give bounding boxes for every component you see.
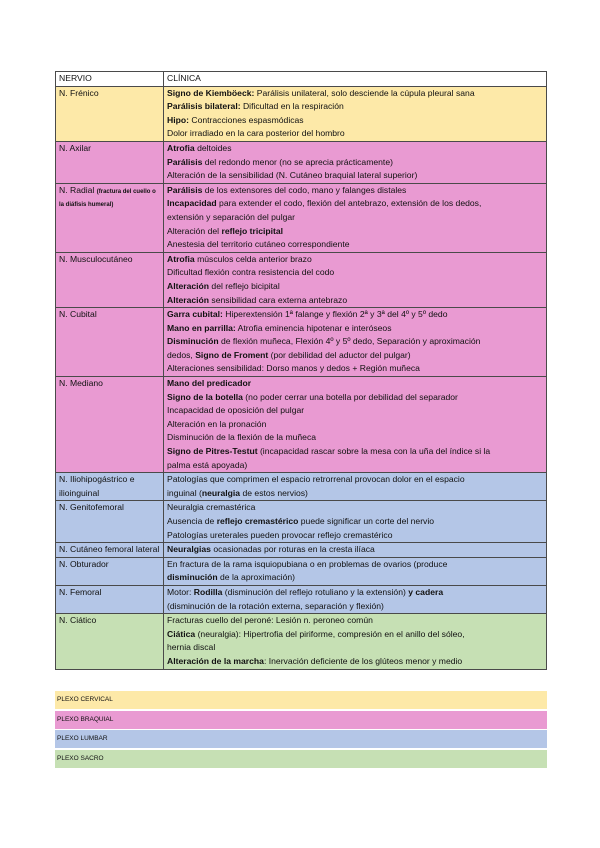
clinic-line — [167, 404, 543, 418]
clinic-line — [167, 628, 543, 642]
clinic-bold-text: Atrofia — [167, 253, 195, 264]
clinic-text: (no poder cerrar una botella por debilidad del separador — [242, 391, 458, 402]
clinic-bold-text: Parálisis bilateral: — [167, 101, 241, 112]
clinic-line — [167, 571, 543, 585]
nerve-name: N. Ciático — [59, 615, 97, 626]
clinic-text: (disminución del reflejo rotuliano y la extensión) — [222, 586, 409, 597]
clinic-cell — [164, 543, 547, 558]
clinic-line — [167, 418, 543, 432]
clinic-line — [167, 294, 543, 308]
table-row — [56, 377, 547, 473]
clinic-text: Incapacidad de oposición del pulgar — [167, 405, 305, 416]
clinic-text: Dolor irradiado en la cara posterior del hombro — [167, 128, 345, 139]
clinic-text: Dificultad flexión contra resistencia del codo — [167, 267, 335, 278]
nerve-cell — [56, 557, 164, 585]
clinic-text: Patologías que comprimen el espacio retrorrenal provocan dolor en el espacio — [167, 474, 465, 485]
nerve-cell — [56, 377, 164, 473]
clinic-text: hernia discal — [167, 642, 216, 653]
clinic-text: Ausencia de — [167, 516, 217, 526]
clinic-text: Neuralgia cremastérica — [167, 502, 256, 513]
clinic-bold-text: Atrofia — [167, 142, 195, 153]
clinic-text: Alteración en la pronación — [167, 418, 267, 429]
clinic-text: deltoides — [194, 142, 232, 153]
table-row — [56, 557, 547, 585]
nerve-cell — [56, 308, 164, 377]
clinic-bold-text: Alteración — [167, 294, 210, 305]
clinic-bold-text: Rodilla — [193, 586, 223, 597]
clinic-text: Atrofia eminencia hipotenar e interóseos — [235, 322, 392, 333]
nerve-name: N. Iliohipogástrico e ilioinguinal — [59, 474, 135, 498]
nerve-name: N. Cubital — [59, 309, 97, 320]
clinic-line — [167, 266, 543, 280]
nerve-name: N. Mediano — [59, 378, 103, 389]
clinic-text: Patologías ureterales pueden provocar reflejo cremastérico — [167, 529, 393, 540]
clinic-text: Hiperextensión 1ª falange y flexión 2ª y 3ª del 4º y 5º dedo — [222, 309, 448, 320]
clinic-text: Alteración de la sensibilidad (N. Cutáneo braquial lateral superior) — [167, 170, 418, 181]
nerve-cell — [56, 141, 164, 183]
nerve-name: N. Genitofemoral — [59, 502, 124, 513]
clinic-text: del redondo menor (no se aprecia prácticamente) — [202, 156, 393, 167]
nerve-note: (fractura del cuello o la diáfisis humeral) — [59, 188, 156, 209]
clinic-line — [167, 253, 543, 267]
clinic-line — [167, 641, 543, 655]
clinic-line — [167, 600, 543, 614]
table-header-row — [56, 72, 547, 87]
clinic-bold-text: Garra cubital: — [167, 309, 223, 320]
table-row — [56, 141, 547, 183]
clinic-bold-text: Signo de Froment — [195, 349, 269, 360]
nerve-cell — [56, 543, 164, 558]
clinic-bold-text: Parálisis — [167, 156, 203, 167]
clinic-text: dedos, — [167, 349, 196, 360]
clinic-bold-text: y cadera — [408, 586, 444, 597]
nerve-clinic-table — [55, 71, 547, 670]
nerve-cell — [56, 252, 164, 307]
clinic-cell — [164, 377, 547, 473]
clinic-line — [167, 431, 543, 445]
clinic-cell — [164, 614, 547, 669]
clinic-bold-text: Incapacidad — [167, 198, 217, 209]
clinic-line — [167, 445, 543, 459]
clinic-line — [167, 515, 543, 529]
clinic-bold-text: Alteración — [167, 280, 210, 291]
clinic-text: En fractura de la rama isquiopubiana o en problemas de ovarios (produce — [167, 558, 448, 569]
clinic-cell — [164, 308, 547, 377]
table-row — [56, 543, 547, 558]
legend-item: PLEXO BRAQUIAL — [55, 711, 547, 729]
clinic-bold-text: Mano del predicador — [167, 378, 252, 389]
clinic-line — [167, 349, 543, 363]
table-body — [56, 86, 547, 669]
clinic-bold-text: Alteración de la marcha — [167, 655, 264, 666]
clinic-text: (neuralgia): Hipertrofia del piriforme, compresión en el anillo del sóleo, — [195, 628, 465, 639]
clinic-text: para extender el codo, flexión del antebrazo, extensión de los dedos, — [216, 198, 482, 209]
clinic-line — [167, 322, 543, 336]
nerve-name: N. Frénico — [59, 87, 99, 98]
clinic-text: Fracturas cuello del peroné: Lesión n. peroneo común — [167, 615, 373, 626]
clinic-line — [167, 501, 543, 515]
clinic-line — [167, 127, 543, 141]
clinic-text: (por debilidad del aductor del pulgar) — [268, 349, 411, 360]
header-nervio: NERVIO — [56, 72, 164, 87]
nerve-name: N. Femoral — [59, 586, 102, 597]
clinic-text: inguinal ( — [167, 487, 202, 498]
clinic-line — [167, 614, 543, 628]
clinic-bold-text: reflejo tricipital — [221, 225, 284, 236]
clinic-line — [167, 156, 543, 170]
clinic-line — [167, 238, 543, 252]
table-row — [56, 308, 547, 377]
clinic-bold-text: Disminución — [167, 336, 219, 347]
table-row — [56, 86, 547, 141]
clinic-line — [167, 211, 543, 225]
clinic-text: del reflejo bicipital — [209, 280, 280, 291]
clinic-line — [167, 184, 543, 198]
legend-item: PLEXO CERVICAL — [55, 691, 547, 709]
nerve-name: N. Axilar — [59, 142, 91, 153]
clinic-text: Alteración del — [167, 225, 222, 236]
table-row — [56, 473, 547, 501]
nerve-name: N. Musculocutáneo — [59, 253, 133, 264]
nerve-cell — [56, 183, 164, 252]
clinic-text: sensibilidad cara externa antebrazo — [209, 294, 348, 305]
clinic-bold-text: Signo de Pitres-Testut — [167, 446, 258, 457]
clinic-text: de estos nervios) — [240, 487, 308, 498]
clinic-line — [167, 473, 543, 487]
clinic-line — [167, 558, 543, 572]
nerve-name: N. Cutáneo femoral lateral — [59, 544, 160, 555]
clinic-text: : Inervación deficiente de los glúteos menor y medio — [263, 655, 463, 666]
clinic-text: puede significar un corte del nervio — [298, 516, 435, 526]
clinic-line — [167, 459, 543, 473]
clinic-bold-text: Hipo: — [167, 114, 189, 125]
clinic-bold-text: Mano en parrilla: — [167, 322, 236, 333]
nerve-cell — [56, 501, 164, 543]
clinic-bold-text: Neuralgias — [167, 544, 211, 555]
legend-item: PLEXO SACRO — [55, 750, 547, 768]
clinic-text: (disminución de la rotación externa, separación y flexión) — [167, 600, 384, 611]
clinic-text: de la aproximación) — [217, 572, 296, 583]
clinic-line — [167, 197, 543, 211]
clinic-line — [167, 391, 543, 405]
clinic-text: extensión y separación del pulgar — [167, 211, 296, 222]
clinic-line — [167, 586, 543, 600]
legend-item: PLEXO LUMBAR — [55, 730, 547, 748]
nerve-cell — [56, 86, 164, 141]
nerve-name: N. Radial — [59, 184, 95, 195]
table-row — [56, 183, 547, 252]
clinic-cell — [164, 585, 547, 613]
clinic-bold-text: reflejo cremastérico — [216, 516, 299, 526]
clinic-line — [167, 114, 543, 128]
clinic-bold-text: Signo de la botella — [167, 391, 243, 402]
clinic-text: ocasionadas por roturas en la cresta ilíaca — [210, 544, 375, 555]
nerve-cell — [56, 585, 164, 613]
clinic-text: Dificultad en la respiración — [240, 101, 344, 112]
clinic-line — [167, 335, 543, 349]
clinic-cell — [164, 501, 547, 543]
clinic-line — [167, 487, 543, 501]
clinic-line — [167, 308, 543, 322]
clinic-cell — [164, 183, 547, 252]
clinic-line — [167, 543, 543, 557]
clinic-cell — [164, 473, 547, 501]
clinic-bold-text: Parálisis — [167, 184, 203, 195]
table-row — [56, 252, 547, 307]
clinic-text: Alteraciones sensibilidad: Dorso manos y dedos + Región muñeca — [167, 363, 420, 374]
clinic-text: de los extensores del codo, mano y falanges distales — [202, 184, 407, 195]
table-row — [56, 585, 547, 613]
clinic-cell — [164, 86, 547, 141]
clinic-line — [167, 377, 543, 391]
clinic-bold-text: neuralgia — [201, 487, 241, 498]
clinic-bold-text: disminución — [167, 572, 218, 583]
clinic-text: (incapacidad rascar sobre la mesa con la uña del índice si la — [257, 446, 491, 457]
clinic-text: Anestesia del territorio cutáneo correspondiente — [167, 239, 350, 250]
nerve-cell — [56, 473, 164, 501]
clinic-text: Disminución de la flexión de la muñeca — [167, 432, 317, 443]
clinic-bold-text: Signo de Kiemböeck: — [167, 87, 255, 98]
clinic-cell — [164, 252, 547, 307]
clinic-bold-text: Ciática — [167, 628, 196, 639]
clinic-line — [167, 169, 543, 183]
clinic-line — [167, 225, 543, 239]
clinic-line — [167, 362, 543, 376]
clinic-line — [167, 87, 543, 101]
clinic-cell — [164, 141, 547, 183]
clinic-text: Contracciones espasmódicas — [188, 114, 304, 125]
clinic-text: palma está apoyada) — [167, 459, 248, 470]
table-row — [56, 501, 547, 543]
clinic-line — [167, 529, 543, 543]
table-row — [56, 614, 547, 669]
nerve-name: N. Obturador — [59, 558, 109, 569]
clinic-line — [167, 280, 543, 294]
clinic-text: de flexión muñeca, Flexión 4º y 5º dedo, Separación y aproximación — [218, 336, 481, 347]
clinic-cell — [164, 557, 547, 585]
clinic-text: Parálisis unilateral, solo desciende la cúpula pleural sana — [254, 87, 475, 98]
clinic-text: músculos celda anterior brazo — [194, 253, 312, 264]
plexus-legend — [55, 691, 547, 769]
nerve-cell — [56, 614, 164, 669]
header-clinica: CLÍNICA — [164, 72, 547, 87]
clinic-line — [167, 142, 543, 156]
clinic-text: Motor: — [167, 586, 194, 597]
clinic-line — [167, 655, 543, 669]
clinic-line — [167, 100, 543, 114]
